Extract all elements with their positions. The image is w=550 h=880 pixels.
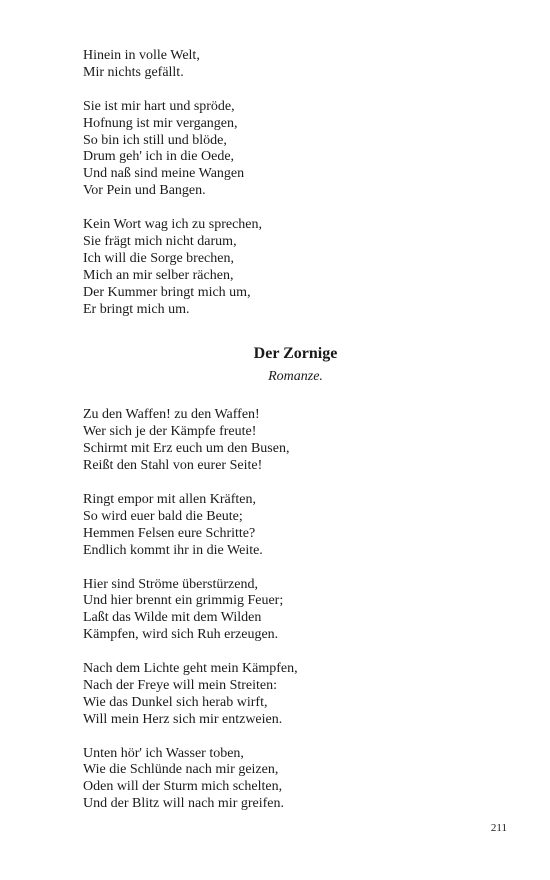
verse-line: Hofnung ist mir vergangen,: [83, 115, 238, 131]
verse-line: So wird euer bald die Beute;: [83, 508, 243, 524]
verse-line: Hier sind Ströme überstürzend,: [83, 576, 258, 592]
verse-line: Mir nichts gefällt.: [83, 64, 184, 80]
verse-line: Wer sich je der Kämpfe freute!: [83, 424, 257, 440]
poem-continued: [83, 48, 513, 318]
verse-line: Und hier brennt ein grimmig Feuer;: [83, 593, 284, 609]
verse-line: Hemmen Felsen eure Schritte?: [83, 525, 256, 541]
stanza: [83, 577, 513, 645]
verse-line: Der Kummer bringt mich um,: [83, 284, 251, 300]
verse-line: Will mein Herz sich mir entzweien.: [83, 711, 283, 727]
verse-line: Hinein in volle Welt,: [83, 48, 200, 63]
page-body: [83, 48, 513, 813]
verse-line: So bin ich still und blöde,: [83, 132, 227, 148]
verse-line: Und der Blitz will nach mir greifen.: [83, 796, 284, 812]
verse-line: Schirmt mit Erz euch um den Busen,: [83, 441, 290, 457]
verse-line: Oden will der Sturm mich schelten,: [83, 779, 283, 795]
verse-line: Kein Wort wag ich zu sprechen,: [83, 217, 262, 233]
verse-line: Und naß sind meine Wangen: [83, 166, 245, 182]
verse-line: Unten hör' ich Wasser toben,: [83, 745, 244, 761]
poem-title: Der Zornige: [253, 345, 338, 363]
verse-line: Nach der Freye will mein Streiten:: [83, 677, 277, 693]
verse-line: Ringt empor mit allen Kräften,: [83, 491, 257, 507]
verse-line: Sie frägt mich nicht darum,: [83, 233, 237, 249]
verse-line: Zu den Waffen! zu den Waffen!: [83, 407, 260, 423]
stanza: [83, 99, 513, 200]
poem-subtitle: Romanze.: [268, 369, 323, 385]
poem-der-zornige: [83, 407, 513, 813]
verse-line: Reißt den Stahl von eurer Seite!: [83, 458, 263, 474]
stanza: [83, 492, 513, 560]
verse-line: Wie die Schlünde nach mir geizen,: [83, 762, 279, 778]
verse-line: Er bringt mich um.: [83, 301, 190, 317]
stanza: [83, 407, 513, 475]
verse-line: Sie ist mir hart und spröde,: [83, 98, 235, 114]
verse-line: Wie das Dunkel sich herab wirft,: [83, 694, 268, 710]
verse-line: Endlich kommt ihr in die Weite.: [83, 542, 263, 558]
stanza: [83, 48, 513, 82]
stanza: [83, 217, 513, 318]
stanza: [83, 661, 513, 729]
verse-line: Ich will die Sorge brechen,: [83, 250, 234, 266]
verse-line: Mich an mir selber rächen,: [83, 267, 234, 283]
verse-line: Nach dem Lichte geht mein Kämpfen,: [83, 661, 298, 677]
verse-line: Laßt das Wilde mit dem Wilden: [83, 610, 262, 626]
verse-line: Drum geh' ich in die Oede,: [83, 149, 235, 165]
page-number: 211: [490, 822, 507, 834]
stanza: [83, 746, 513, 814]
verse-line: Kämpfen, wird sich Ruh erzeugen.: [83, 627, 279, 643]
verse-line: Vor Pein und Bangen.: [83, 183, 206, 199]
